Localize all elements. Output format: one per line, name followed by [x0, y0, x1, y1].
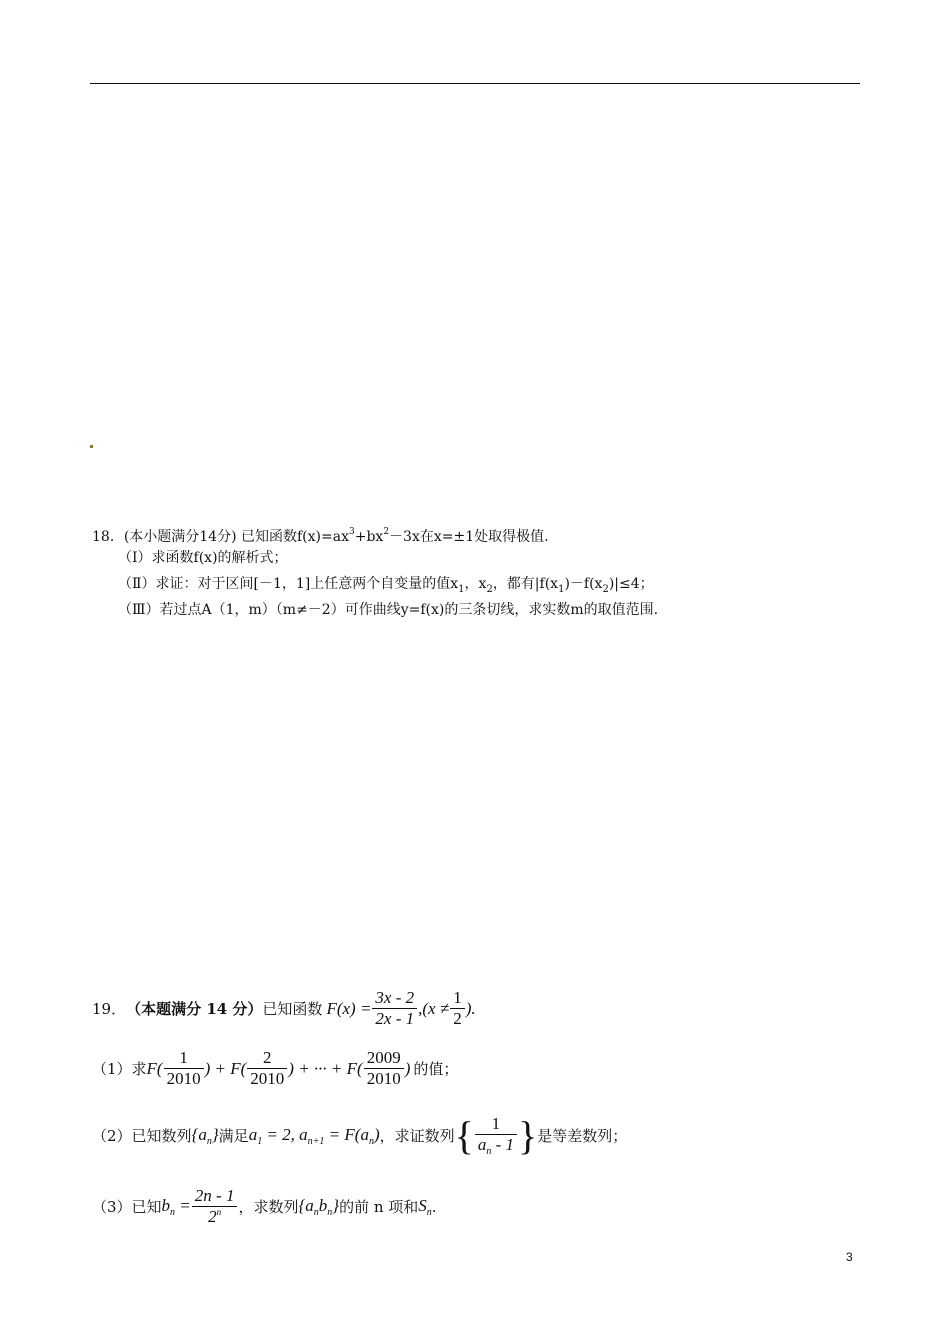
q19-stem: [92, 988, 476, 1029]
q18-part2-e: )|≤4；: [608, 576, 654, 592]
q19-p2-label: （2）已知数列: [92, 1127, 192, 1145]
q19-p2-a1-sub: 1: [257, 1135, 263, 1147]
q19-p1-f1-den: 2010: [164, 1068, 204, 1089]
q18-stem: [92, 522, 549, 547]
q19-p1-f3-den: 2010: [364, 1068, 404, 1089]
q19-p2-fraction: [475, 1114, 517, 1157]
q19-p1-f1-num: 1: [179, 1048, 188, 1067]
q19-number: 19．: [92, 1000, 127, 1018]
q19-p3-den-base: 2: [208, 1207, 217, 1226]
q18-part1: （Ⅰ）求函数f(x)的解析式；: [118, 550, 288, 566]
q19-cond-num: 1: [453, 988, 462, 1007]
page-number: 3: [846, 1250, 853, 1264]
q19-p3-fraction: [192, 1186, 238, 1227]
q19-p3-S: S: [418, 1195, 427, 1215]
q19-bold-label: （本题满分 14 分）: [126, 1000, 263, 1018]
q19-p1-F1: F(: [146, 1058, 163, 1078]
q19-p2-satisfy: 满足: [218, 1127, 249, 1145]
q19-p2-eq2: = F(a: [324, 1124, 369, 1144]
q19-p1-frac3: [364, 1048, 404, 1089]
q19-part3: [92, 1186, 437, 1227]
q19-p3-num: 2n - 1: [194, 1186, 235, 1205]
q18-part2-s2: 2: [486, 584, 493, 595]
q19-stem-text: 已知函数: [262, 1000, 323, 1018]
q18-stem-suffix: －3x在x=±1处取得极值.: [389, 529, 549, 545]
q19-Fx: F(x) =: [326, 998, 372, 1018]
q19-p3-b: b: [161, 1195, 171, 1215]
q19-p2-eq2-close: ): [373, 1124, 380, 1144]
q18-sup2: 2: [383, 527, 390, 537]
q19-p3-seq-s2: n: [327, 1206, 333, 1218]
q18-part3: （Ⅲ）若过点A（1，m）（m≠－2）可作曲线y=f(x)的三条切线，求实数m的取值范围.: [118, 602, 659, 618]
q19-p2-an1-sub: n+1: [307, 1135, 325, 1147]
q19-p2-an: {a: [191, 1124, 207, 1144]
q19-p2-eq2-sub: n: [368, 1135, 374, 1147]
q19-p3-seq-open: {a: [298, 1195, 314, 1215]
q19-p3-b-sub: n: [170, 1206, 176, 1218]
q18-part2-c: ，都有|f(x: [492, 576, 559, 592]
q19-p3-seq-b: b: [318, 1195, 328, 1215]
q19-p2-an-sub: n: [206, 1135, 212, 1147]
q19-p2-an-close: }: [211, 1124, 219, 1144]
q19-p3-seq-s1: n: [313, 1206, 319, 1218]
q19-cond-den: 2: [450, 1008, 465, 1029]
q19-part2: [92, 1112, 627, 1159]
q19-p3-label: （3）已知: [92, 1198, 162, 1216]
q19-p1-f3-num: 2009: [366, 1048, 401, 1067]
right-brace-icon: }: [518, 1113, 538, 1158]
q19-p1-plus1: ) + F(: [204, 1058, 247, 1078]
q19-frac-den: 2x - 1: [372, 1008, 417, 1029]
q19-cond-fraction: [450, 988, 465, 1029]
q19-p2-frac-den-a: a: [477, 1135, 487, 1154]
q19-p1-plus2: ) + ··· + F(: [288, 1058, 363, 1078]
q19-p1-end: ): [404, 1058, 411, 1078]
header-rule: [90, 83, 860, 84]
q19-p2-frac-den-sub: n: [486, 1146, 492, 1157]
q19-p2-a1: a: [248, 1124, 258, 1144]
q19-p1-tail: 的值；: [413, 1060, 459, 1078]
q19-p3-tail-b: .: [431, 1197, 437, 1216]
q18-part2: [118, 574, 654, 600]
q19-p2-frac-den-b: - 1: [491, 1135, 515, 1154]
q19-cond-pre: ,(x ≠: [418, 998, 450, 1018]
q19-part1: [92, 1048, 458, 1089]
q19-p2-tail: 是等差数列；: [537, 1127, 628, 1145]
q18-part2-d: )－f(x: [564, 576, 603, 592]
stray-mark: [90, 445, 93, 448]
q19-fraction: [372, 988, 417, 1029]
q19-p3-S-sub: n: [426, 1206, 432, 1218]
q18-part2-b: ，x: [464, 576, 487, 592]
q19-p3-tail-a: 的前 n 项和: [339, 1198, 419, 1216]
q19-p1-label: （1）求: [92, 1060, 147, 1078]
q19-p2-prove: ，求证数列: [379, 1127, 455, 1145]
q18-stem-mid: +bx: [354, 529, 384, 545]
q19-p1-frac1: [164, 1048, 204, 1089]
q19-p1-f2-num: 2: [263, 1048, 272, 1067]
q18-stem-prefix: 18．(本小题满分14分) 已知函数f(x)=ax: [92, 529, 349, 545]
q18-part2-s3: 1: [558, 584, 565, 595]
q18-part2-s1: 1: [458, 584, 465, 595]
q19-p3-eq: =: [175, 1195, 191, 1215]
q19-p3-seq-close: }: [332, 1195, 340, 1215]
q18-part2-a: （Ⅱ）求证：对于区间[－1，1]上任意两个自变量的值x: [118, 576, 459, 592]
left-brace-icon: {: [454, 1113, 474, 1158]
q19-p2-eq: = 2, a: [262, 1124, 308, 1144]
q19-p1-f2-den: 2010: [247, 1068, 287, 1089]
q19-frac-num: 3x - 2: [375, 988, 415, 1007]
q19-cond-post: ).: [465, 998, 476, 1018]
q19-p3-mid: ，求数列: [238, 1198, 299, 1216]
q18-sup3: 3: [348, 527, 355, 537]
q18-part2-s4: 2: [602, 584, 609, 595]
q19-p3-den-sup: n: [216, 1207, 222, 1217]
q19-p2-frac-num: 1: [491, 1114, 501, 1133]
q19-p1-frac2: [247, 1048, 287, 1089]
